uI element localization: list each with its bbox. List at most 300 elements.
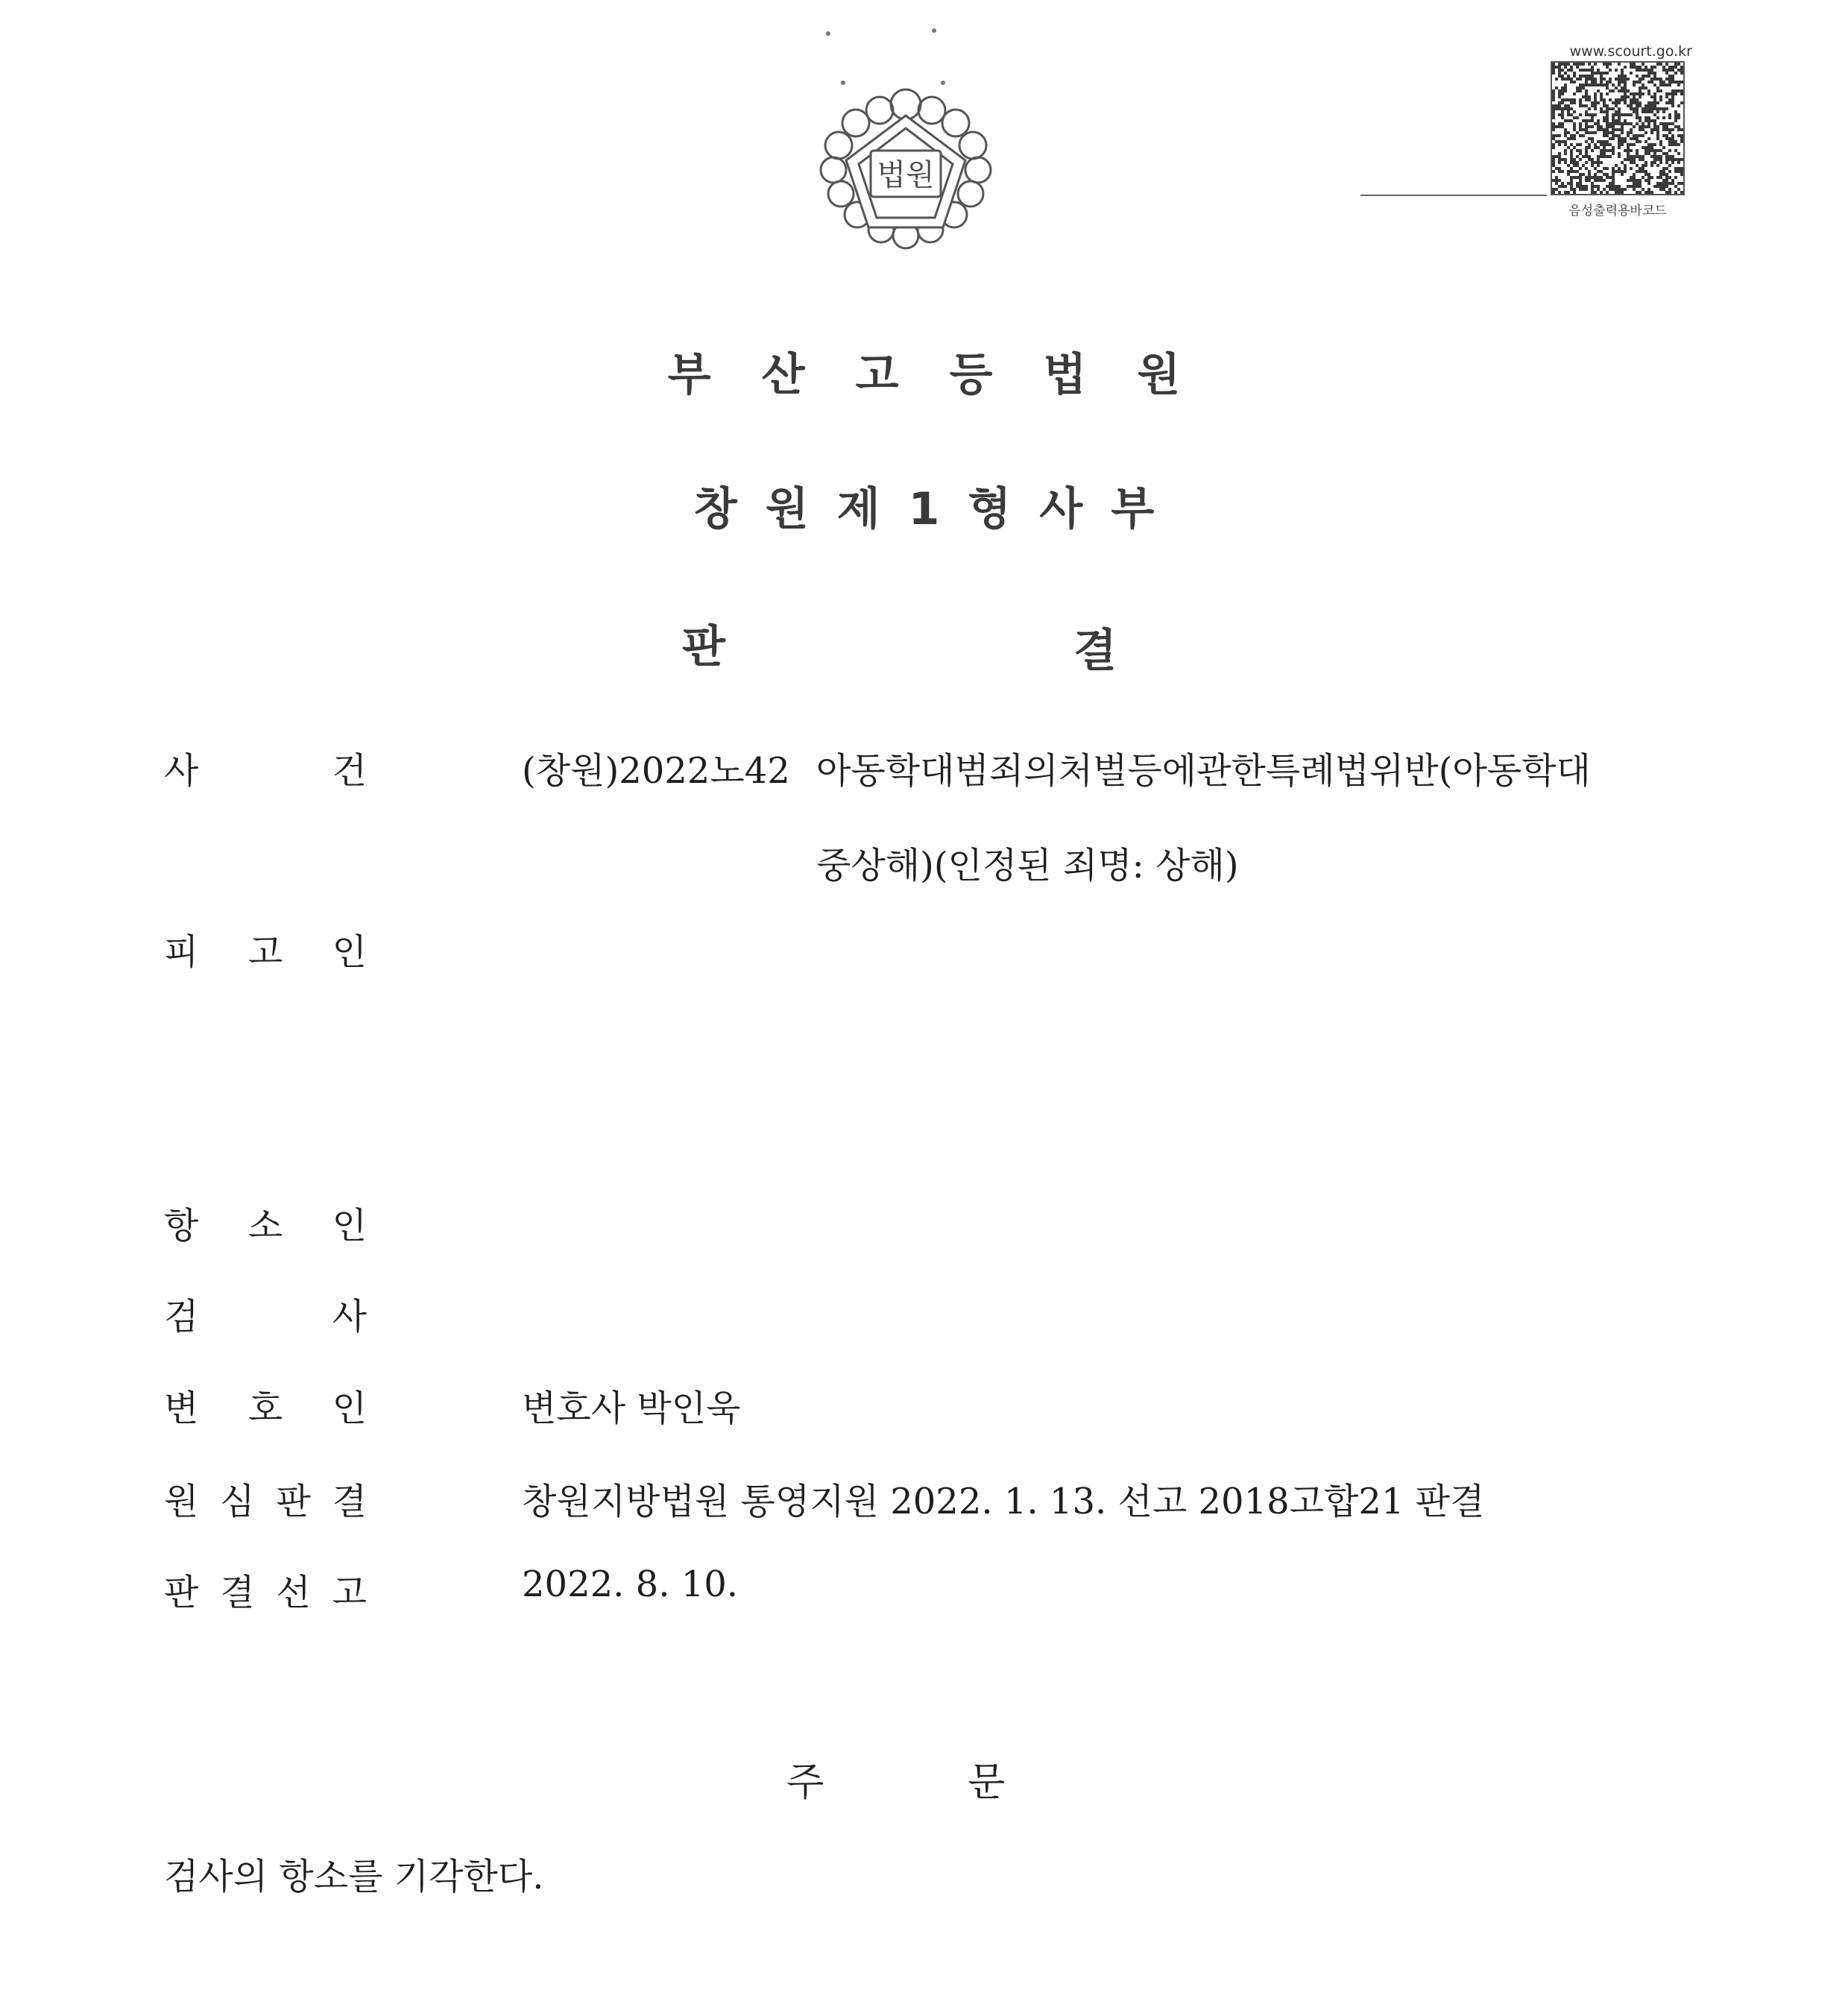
- barcode-module: [1585, 185, 1588, 188]
- barcode-module: [1665, 128, 1668, 131]
- barcode-module: [1674, 140, 1677, 143]
- barcode-module: [1603, 72, 1606, 75]
- barcode-module: [1671, 140, 1674, 143]
- barcode-module: [1573, 128, 1576, 131]
- barcode-module: [1647, 152, 1650, 155]
- barcode-module: [1570, 113, 1573, 116]
- barcode-module: [1644, 125, 1647, 128]
- appellant-label: 항 소 인: [164, 1205, 367, 1247]
- barcode-module: [1674, 92, 1677, 95]
- barcode-module: [1650, 176, 1653, 179]
- barcode-module: [1665, 152, 1668, 155]
- barcode-module: [1639, 95, 1642, 98]
- barcode-module: [1624, 89, 1627, 92]
- barcode-module: [1668, 128, 1671, 131]
- barcode-module: [1606, 185, 1609, 188]
- barcode-module: [1564, 185, 1567, 188]
- barcode-module: [1647, 179, 1650, 182]
- barcode-module: [1680, 92, 1683, 95]
- barcode-module: [1621, 173, 1624, 176]
- barcode-module: [1677, 116, 1680, 119]
- barcode-module: [1588, 98, 1591, 101]
- barcode-module: [1647, 69, 1650, 72]
- barcode-module: [1573, 63, 1576, 66]
- barcode-module: [1573, 191, 1576, 194]
- barcode-module: [1612, 122, 1615, 125]
- barcode-module: [1612, 84, 1615, 86]
- barcode-module: [1603, 173, 1606, 176]
- barcode-module: [1633, 188, 1636, 191]
- barcode-module: [1576, 78, 1579, 81]
- barcode-module: [1668, 182, 1671, 185]
- barcode-module: [1665, 191, 1668, 194]
- barcode-module: [1615, 104, 1618, 107]
- barcode-module: [1642, 164, 1644, 167]
- barcode-module: [1677, 89, 1680, 92]
- barcode-module: [1653, 95, 1656, 98]
- barcode-module: [1582, 188, 1585, 191]
- barcode-module: [1665, 134, 1668, 137]
- barcode-module: [1609, 122, 1612, 125]
- barcode-module: [1636, 140, 1639, 143]
- barcode-module: [1668, 92, 1671, 95]
- barcode-module: [1558, 107, 1561, 110]
- barcode-module: [1656, 176, 1659, 179]
- barcode-module: [1659, 149, 1662, 152]
- barcode-module: [1609, 81, 1612, 84]
- barcode-module: [1633, 158, 1636, 161]
- barcode-module: [1552, 66, 1555, 69]
- barcode-module: [1579, 75, 1582, 78]
- scan-speck: [841, 81, 845, 85]
- barcode-module: [1594, 95, 1597, 98]
- barcode-module: [1650, 110, 1653, 113]
- barcode-module: [1639, 119, 1642, 122]
- barcode-module: [1603, 167, 1606, 170]
- barcode-module: [1668, 69, 1671, 72]
- barcode-module: [1612, 119, 1615, 122]
- barcode-module: [1627, 143, 1630, 146]
- barcode-module: [1603, 104, 1606, 107]
- barcode-module: [1630, 63, 1633, 66]
- barcode-module: [1644, 149, 1647, 152]
- barcode-module: [1564, 86, 1567, 89]
- barcode-module: [1656, 149, 1659, 152]
- barcode-module: [1555, 155, 1558, 158]
- barcode-module: [1573, 125, 1576, 128]
- barcode-module: [1606, 113, 1609, 116]
- barcode-module: [1612, 113, 1615, 116]
- barcode-module: [1582, 84, 1585, 86]
- barcode-module: [1594, 176, 1597, 179]
- barcode-module: [1573, 98, 1576, 101]
- barcode-module: [1588, 119, 1591, 122]
- barcode-module: [1606, 176, 1609, 179]
- barcode-module: [1642, 125, 1644, 128]
- barcode-module: [1615, 191, 1618, 194]
- barcode-module: [1558, 101, 1561, 104]
- barcode-module: [1633, 134, 1636, 137]
- barcode-module: [1680, 167, 1683, 170]
- barcode-module: [1659, 81, 1662, 84]
- barcode-module: [1594, 63, 1597, 66]
- barcode-module: [1659, 98, 1662, 101]
- barcode-module: [1573, 75, 1576, 78]
- barcode-module: [1612, 125, 1615, 128]
- barcode-module: [1612, 89, 1615, 92]
- barcode-module: [1624, 98, 1627, 101]
- barcode-module: [1618, 191, 1621, 194]
- barcode-module: [1597, 155, 1600, 158]
- barcode-module: [1585, 81, 1588, 84]
- barcode-module: [1594, 191, 1597, 194]
- barcode-module: [1600, 84, 1603, 86]
- barcode-module: [1653, 152, 1656, 155]
- barcode-module: [1609, 89, 1612, 92]
- barcode-module: [1606, 66, 1609, 69]
- barcode-module: [1585, 161, 1588, 164]
- barcode-module: [1647, 149, 1650, 152]
- barcode-module: [1627, 95, 1630, 98]
- barcode-module: [1591, 182, 1594, 185]
- barcode-module: [1618, 113, 1621, 116]
- barcode-module: [1677, 143, 1680, 146]
- barcode-module: [1594, 92, 1597, 95]
- barcode-module: [1570, 152, 1573, 155]
- barcode-module: [1582, 173, 1585, 176]
- barcode-module: [1567, 110, 1570, 113]
- barcode-module: [1644, 161, 1647, 164]
- barcode-module: [1656, 110, 1659, 113]
- barcode-module: [1606, 128, 1609, 131]
- barcode-module: [1588, 179, 1591, 182]
- barcode-module: [1630, 155, 1633, 158]
- barcode-module: [1585, 78, 1588, 81]
- barcode-module: [1600, 179, 1603, 182]
- barcode-module: [1600, 107, 1603, 110]
- barcode-module: [1621, 191, 1624, 194]
- barcode-module: [1552, 125, 1555, 128]
- barcode-module: [1570, 143, 1573, 146]
- barcode-module: [1612, 182, 1615, 185]
- barcode-module: [1582, 63, 1585, 66]
- barcode-module: [1606, 140, 1609, 143]
- barcode-module: [1618, 155, 1621, 158]
- barcode-module: [1668, 158, 1671, 161]
- barcode-module: [1680, 182, 1683, 185]
- barcode-module: [1609, 78, 1612, 81]
- barcode-module: [1630, 185, 1633, 188]
- barcode-module: [1653, 78, 1656, 81]
- barcode-module: [1600, 81, 1603, 84]
- barcode-module: [1561, 92, 1564, 95]
- barcode-module: [1615, 101, 1618, 104]
- barcode-module: [1627, 152, 1630, 155]
- barcode-module: [1558, 75, 1561, 78]
- barcode-module: [1561, 158, 1564, 161]
- barcode-module: [1680, 134, 1683, 137]
- barcode-module: [1674, 176, 1677, 179]
- barcode-module: [1573, 134, 1576, 137]
- barcode-module: [1618, 122, 1621, 125]
- barcode-module: [1579, 63, 1582, 66]
- barcode-module: [1597, 89, 1600, 92]
- barcode-module: [1621, 113, 1624, 116]
- barcode-module: [1615, 113, 1618, 116]
- barcode-module: [1600, 143, 1603, 146]
- barcode-module: [1600, 98, 1603, 101]
- barcode-module: [1668, 98, 1671, 101]
- barcode-module: [1594, 167, 1597, 170]
- barcode-module: [1668, 78, 1671, 81]
- barcode-module: [1671, 155, 1674, 158]
- barcode-module: [1588, 131, 1591, 134]
- barcode-module: [1647, 146, 1650, 149]
- barcode-module: [1665, 158, 1668, 161]
- barcode-module: [1621, 137, 1624, 140]
- barcode-module: [1650, 81, 1653, 84]
- barcode-module: [1612, 128, 1615, 131]
- barcode-module: [1621, 140, 1624, 143]
- barcode-module: [1585, 176, 1588, 179]
- barcode-module: [1624, 167, 1627, 170]
- barcode-module: [1665, 72, 1668, 75]
- barcode-module: [1624, 95, 1627, 98]
- barcode-module: [1642, 63, 1644, 66]
- barcode-module: [1636, 110, 1639, 113]
- barcode-module: [1561, 78, 1564, 81]
- barcode-module: [1668, 176, 1671, 179]
- barcode-module: [1576, 89, 1579, 92]
- counsel-value: 변호사 박인욱: [522, 1387, 741, 1429]
- barcode-module: [1597, 170, 1600, 173]
- barcode-module: [1570, 188, 1573, 191]
- barcode-module: [1639, 155, 1642, 158]
- barcode-module: [1624, 170, 1627, 173]
- barcode-module: [1591, 72, 1594, 75]
- barcode-module: [1564, 66, 1567, 69]
- barcode-module: [1668, 143, 1671, 146]
- barcode-module: [1600, 140, 1603, 143]
- barcode-module: [1588, 143, 1591, 146]
- original-judgment-value: 창원지방법원 통영지원 2022. 1. 13. 선고 2018고합21 판결: [522, 1481, 1485, 1522]
- barcode-module: [1585, 125, 1588, 128]
- barcode-module: [1653, 72, 1656, 75]
- barcode-module: [1677, 158, 1680, 161]
- barcode-module: [1552, 69, 1555, 72]
- barcode-module: [1671, 104, 1674, 107]
- barcode-module: [1567, 113, 1570, 116]
- barcode-module: [1609, 188, 1612, 191]
- barcode-module: [1618, 146, 1621, 149]
- barcode-module: [1597, 176, 1600, 179]
- barcode-module: [1552, 92, 1555, 95]
- barcode-module: [1579, 122, 1582, 125]
- order-heading-first: 주: [786, 1760, 824, 1805]
- barcode-module: [1630, 176, 1633, 179]
- barcode-module: [1570, 81, 1573, 84]
- barcode-module: [1662, 125, 1665, 128]
- barcode-module: [1600, 92, 1603, 95]
- barcode-module: [1576, 164, 1579, 167]
- barcode-module: [1624, 66, 1627, 69]
- barcode-module: [1627, 185, 1630, 188]
- barcode-module: [1636, 104, 1639, 107]
- barcode-module: [1552, 158, 1555, 161]
- barcode-module: [1579, 152, 1582, 155]
- barcode-module: [1582, 164, 1585, 167]
- barcode-module: [1653, 98, 1656, 101]
- barcode-module: [1650, 66, 1653, 69]
- barcode-module: [1612, 107, 1615, 110]
- barcode-module: [1561, 69, 1564, 72]
- barcode-module: [1618, 134, 1621, 137]
- barcode-module: [1603, 84, 1606, 86]
- barcode-module: [1615, 170, 1618, 173]
- barcode-module: [1555, 134, 1558, 137]
- barcode-module: [1668, 137, 1671, 140]
- barcode-module: [1609, 63, 1612, 66]
- barcode-module: [1665, 155, 1668, 158]
- barcode-module: [1674, 72, 1677, 75]
- barcode-module: [1624, 75, 1627, 78]
- barcode-module: [1597, 125, 1600, 128]
- barcode-module: [1618, 128, 1621, 131]
- barcode-module: [1662, 146, 1665, 149]
- barcode-module: [1627, 179, 1630, 182]
- barcode-module: [1552, 72, 1555, 75]
- barcode-module: [1609, 182, 1612, 185]
- barcode-module: [1630, 101, 1633, 104]
- barcode-module: [1600, 152, 1603, 155]
- barcode-module: [1558, 72, 1561, 75]
- barcode-module: [1668, 122, 1671, 125]
- barcode-module: [1564, 149, 1567, 152]
- barcode-module: [1612, 134, 1615, 137]
- barcode-module: [1552, 110, 1555, 113]
- barcode-module: [1573, 161, 1576, 164]
- barcode-module: [1552, 188, 1555, 191]
- barcode-module: [1671, 98, 1674, 101]
- barcode-module: [1644, 191, 1647, 194]
- barcode-module: [1650, 107, 1653, 110]
- barcode-module: [1615, 86, 1618, 89]
- barcode-module: [1639, 92, 1642, 95]
- barcode-module: [1674, 167, 1677, 170]
- barcode-module: [1671, 128, 1674, 131]
- barcode-module: [1633, 176, 1636, 179]
- barcode-module: [1606, 104, 1609, 107]
- barcode-module: [1653, 92, 1656, 95]
- barcode-module: [1659, 176, 1662, 179]
- barcode-module: [1603, 146, 1606, 149]
- barcode-module: [1618, 75, 1621, 78]
- barcode-module: [1618, 185, 1621, 188]
- barcode-module: [1680, 81, 1683, 84]
- barcode-module: [1659, 188, 1662, 191]
- barcode-module: [1564, 104, 1567, 107]
- barcode-module: [1671, 161, 1674, 164]
- barcode-module: [1674, 149, 1677, 152]
- barcode-module: [1591, 119, 1594, 122]
- barcode-module: [1677, 188, 1680, 191]
- barcode-module: [1647, 173, 1650, 176]
- barcode-module: [1665, 69, 1668, 72]
- barcode-module: [1644, 170, 1647, 173]
- barcode-module: [1609, 131, 1612, 134]
- barcode-module: [1579, 185, 1582, 188]
- barcode-module: [1582, 185, 1585, 188]
- barcode-module: [1561, 140, 1564, 143]
- barcode-module: [1555, 78, 1558, 81]
- barcode-module: [1597, 158, 1600, 161]
- barcode-module: [1579, 128, 1582, 131]
- barcode-module: [1567, 104, 1570, 107]
- barcode-module: [1591, 149, 1594, 152]
- barcode-module: [1588, 155, 1591, 158]
- barcode-module: [1636, 164, 1639, 167]
- barcode-module: [1627, 89, 1630, 92]
- barcode-module: [1677, 81, 1680, 84]
- barcode-module: [1579, 69, 1582, 72]
- barcode-module: [1659, 89, 1662, 92]
- barcode-module: [1552, 95, 1555, 98]
- barcode-module: [1633, 81, 1636, 84]
- barcode-module: [1665, 182, 1668, 185]
- barcode-module: [1639, 89, 1642, 92]
- barcode-module: [1612, 149, 1615, 152]
- barcode-module: [1662, 107, 1665, 110]
- barcode-module: [1662, 185, 1665, 188]
- barcode-module: [1597, 146, 1600, 149]
- barcode-module: [1579, 143, 1582, 146]
- barcode-module: [1606, 107, 1609, 110]
- barcode-module: [1600, 78, 1603, 81]
- barcode-module: [1567, 75, 1570, 78]
- barcode-module: [1552, 63, 1555, 66]
- barcode-module: [1636, 152, 1639, 155]
- barcode-module: [1633, 95, 1636, 98]
- barcode-module: [1564, 107, 1567, 110]
- barcode-module: [1558, 95, 1561, 98]
- barcode-module: [1582, 95, 1585, 98]
- barcode-module: [1674, 185, 1677, 188]
- barcode-module: [1552, 170, 1555, 173]
- barcode-module: [1603, 116, 1606, 119]
- barcode-module: [1653, 158, 1656, 161]
- barcode-module: [1588, 173, 1591, 176]
- barcode-module: [1618, 101, 1621, 104]
- barcode-module: [1644, 146, 1647, 149]
- barcode-module: [1653, 84, 1656, 86]
- barcode-module: [1671, 69, 1674, 72]
- defendant-label: 피 고 인: [164, 931, 367, 973]
- barcode-module: [1677, 113, 1680, 116]
- barcode-module: [1618, 152, 1621, 155]
- barcode-module: [1558, 69, 1561, 72]
- barcode-module: [1570, 170, 1573, 173]
- barcode-module: [1677, 63, 1680, 66]
- barcode-module: [1630, 66, 1633, 69]
- barcode-module: [1644, 86, 1647, 89]
- barcode-module: [1555, 107, 1558, 110]
- barcode-module: [1621, 170, 1624, 173]
- barcode-module: [1561, 125, 1564, 128]
- barcode-module: [1594, 179, 1597, 182]
- barcode-module: [1552, 107, 1555, 110]
- barcode-module: [1650, 155, 1653, 158]
- barcode-module: [1576, 161, 1579, 164]
